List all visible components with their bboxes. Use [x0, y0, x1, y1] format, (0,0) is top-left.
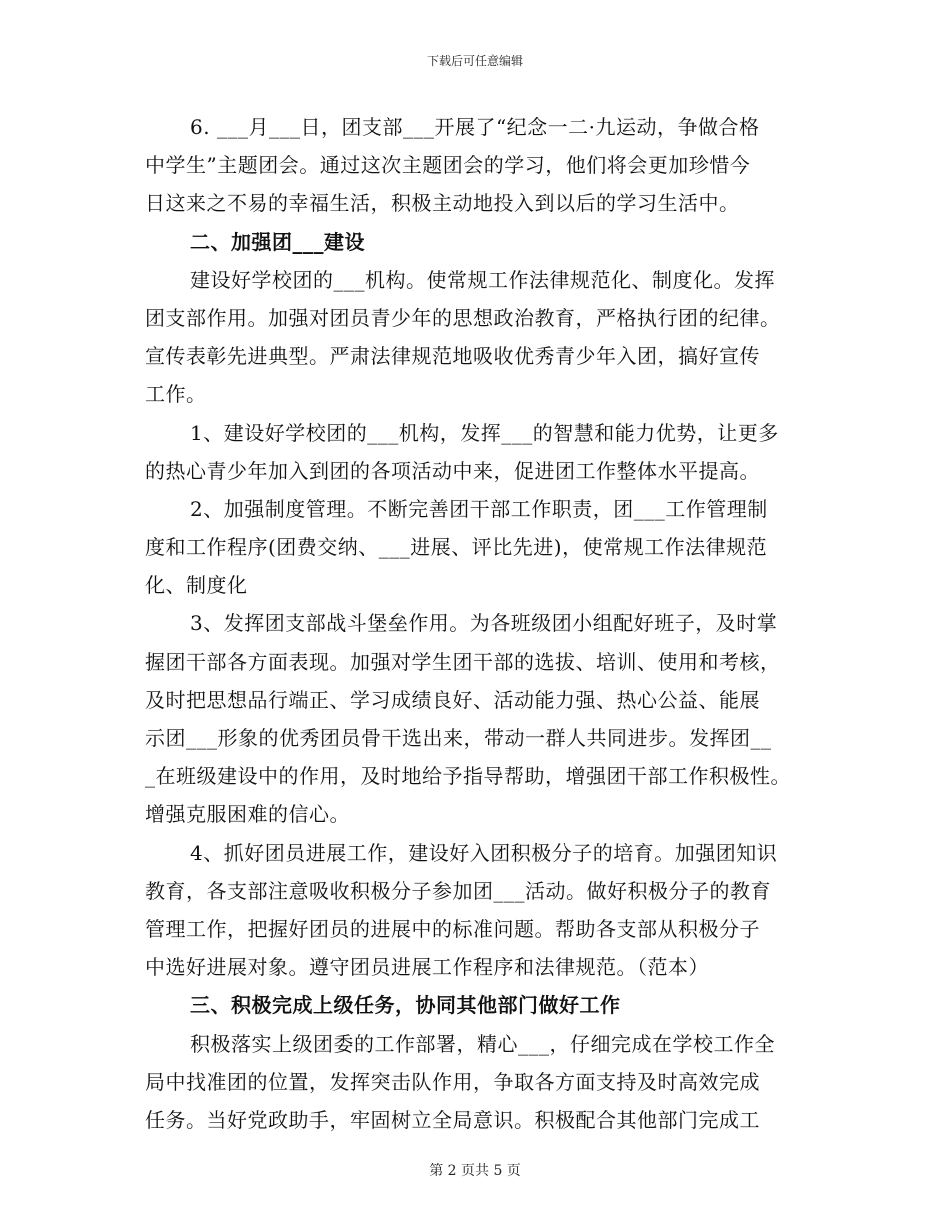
- paragraph-line: 2、加强制度管理。不断完善团干部工作职责，团___工作管理制: [190, 496, 768, 521]
- paragraph-line: 建设好学校团的___机构。使常规工作法律规范化、制度化。发挥: [190, 267, 775, 292]
- paragraph-line: 管理工作，把握好团员的进展中的标准问题。帮助各支部从积极分子: [145, 916, 760, 941]
- paragraph-line: 增强克服困难的信心。: [145, 802, 350, 827]
- paragraph-line: 化、制度化: [145, 573, 248, 598]
- paragraph-line: 4、抓好团员进展工作，建设好入团积极分子的培育。加强团知识: [190, 840, 778, 865]
- document-body: [145, 108, 825, 1139]
- paragraph-line: 局中找准团的位置，发挥突击队作用，争取各方面支持及时高效完成: [145, 1069, 760, 1094]
- page-footer: 第 2 页共 5 页: [429, 1163, 521, 1179]
- paragraph-line: 工作。: [145, 382, 207, 407]
- paragraph-line: 日这来之不易的幸福生活，积极主动地投入到以后的学习生活中。: [145, 191, 740, 216]
- section-heading: 二、加强团___建设: [190, 229, 365, 254]
- paragraph-line: 握团干部各方面表现。加强对学生团干部的选拔、培训、使用和考核，: [145, 649, 781, 674]
- paragraph-line: 6. ___月___日，团支部___开展了“纪念一二·九运动，争做合格: [190, 115, 760, 139]
- paragraph-line: 中选好进展对象。遵守团员进展工作程序和法律规范。（范本）: [145, 955, 709, 980]
- section-heading: 三、积极完成上级任务，协同其他部门做好工作: [190, 993, 621, 1018]
- paragraph-line: 3、发挥团支部战斗堡垒作用。为各班级团小组配好班子，及时掌: [190, 611, 778, 636]
- paragraph-line: 教育，各支部注意吸收积极分子参加团___活动。做好积极分子的教育: [145, 878, 771, 903]
- paragraph-line: 度和工作程序(团费交纳、___进展、评比先进)，使常规工作法律规范: [145, 535, 768, 560]
- page-header: 下载后可任意编辑: [426, 54, 523, 68]
- paragraph-line: 积极落实上级团委的工作部署，精心___，仔细完成在学校工作全: [190, 1031, 775, 1056]
- paragraph-line: 示团___形象的优秀团员骨干选出来，带动一群人共同进步。发挥团__: [145, 726, 772, 750]
- paragraph-line: 的热心青少年加入到团的各项活动中来，促进团工作整体水平提高。: [145, 458, 760, 483]
- paragraph-line: 宣传表彰先进典型。严肃法律规范地吸收优秀青少年入团，搞好宣传: [145, 344, 760, 369]
- paragraph-line: 团支部作用。加强对团员青少年的思想政治教育，严格执行团的纪律。: [145, 305, 781, 330]
- paragraph-line: 及时把思想品行端正、学习成绩良好、活动能力强、热心公益、能展: [145, 687, 760, 712]
- paragraph-line: _在班级建设中的作用，及时地给予指导帮助，增强团干部工作积极性。: [145, 764, 791, 789]
- paragraph-line: 中学生”主题团会。通过这次主题团会的学习，他们将会更加珍惜今: [145, 153, 751, 178]
- paragraph-line: 任务。当好党政助手，牢固树立全局意识。积极配合其他部门完成工: [145, 1107, 760, 1132]
- paragraph-line: 1、建设好学校团的___机构，发挥___的智慧和能力优势，让更多: [190, 420, 779, 445]
